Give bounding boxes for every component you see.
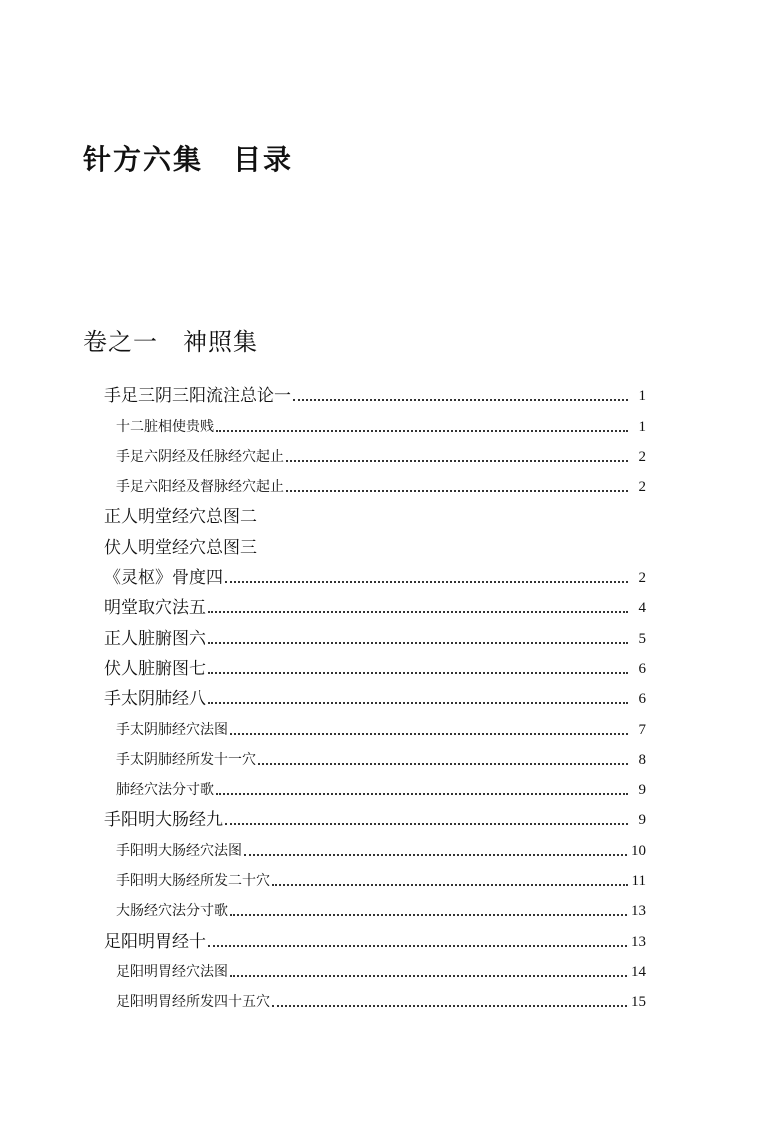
toc-entry[interactable] [104,771,646,801]
toc-entry-label: 十二脏相使贵贱 [116,418,214,435]
toc-entry-label: 足阳明胃经所发四十五穴 [116,994,270,1011]
dot-leader [208,702,628,704]
dot-leader [230,914,627,916]
toc-entry-label: 正人脏腑图六 [104,628,206,649]
toc-entry-page: 2 [638,448,646,465]
toc-entry-label: 大肠经穴法分寸歌 [116,903,228,920]
toc-entry-page: 8 [638,751,646,768]
toc-entry-page: 6 [638,660,646,677]
toc-entry-page: 6 [638,691,646,708]
toc-entry-label: 手阳明大肠经所发二十穴 [116,873,270,890]
toc-entry[interactable] [104,377,646,407]
toc-entry[interactable] [104,498,646,528]
toc-entry-label: 明堂取穴法五 [104,598,206,619]
toc-entry-page: 10 [631,842,646,859]
toc-entry[interactable] [104,407,646,437]
dot-leader [286,490,628,492]
toc-entry-label: 手太阴肺经穴法图 [116,721,228,738]
toc-entry[interactable] [104,528,646,558]
toc-entry[interactable] [104,559,646,589]
dot-leader [230,733,628,735]
toc-entry-label: 手阳明大肠经九 [104,810,223,831]
dot-leader [208,672,628,674]
dot-leader [272,884,628,886]
toc-entry-label: 伏人明堂经穴总图三 [104,537,257,558]
toc-entry-label: 手足三阴三阳流注总论一 [104,386,291,407]
toc-entry[interactable] [104,862,646,892]
toc-entry-label: 手太阴肺经所发十一穴 [116,751,256,768]
toc-entry-page: 5 [638,630,646,647]
toc-entry[interactable] [104,801,646,831]
toc-entry-page: 15 [631,994,646,1011]
page-title: 针方六集 目录 [83,143,294,176]
dot-leader [230,975,627,977]
toc-entry-page: 7 [638,721,646,738]
toc-entry-page: 2 [638,479,646,496]
dot-leader [208,945,627,947]
toc-entry[interactable] [104,468,646,498]
toc-entry[interactable] [104,831,646,861]
toc-entry[interactable] [104,650,646,680]
toc-entry-label: 手足六阴经及任脉经穴起止 [116,448,284,465]
dot-leader [244,854,627,856]
toc-entry[interactable] [104,892,646,922]
toc-entry-page: 13 [631,933,646,950]
dot-leader [286,460,628,462]
toc-entry[interactable] [104,710,646,740]
toc-entry-page: 1 [638,418,646,435]
toc-entry[interactable] [104,680,646,710]
toc-entry-label: 正人明堂经穴总图二 [104,507,257,528]
toc-entry[interactable] [104,619,646,649]
toc-entry-page: 9 [638,782,646,799]
toc-entry[interactable] [104,589,646,619]
dot-leader [225,581,628,583]
toc-entry-label: 足阳明胃经十 [104,931,206,952]
toc-entry-label: 肺经穴法分寸歌 [116,782,214,799]
toc-entry-page: 1 [638,388,646,405]
table-of-contents [104,377,646,1013]
toc-entry-page: 13 [631,903,646,920]
section-heading: 卷之一 神照集 [83,328,258,356]
toc-entry-label: 手阳明大肠经穴法图 [116,842,242,859]
toc-entry-page: 11 [631,873,646,890]
toc-entry-page: 4 [638,600,646,617]
dot-leader [208,611,628,613]
toc-entry[interactable] [104,438,646,468]
toc-entry-label: 手太阴肺经八 [104,689,206,710]
dot-leader [225,823,628,825]
dot-leader [258,763,628,765]
toc-entry-page: 9 [638,812,646,829]
toc-entry[interactable] [104,741,646,771]
dot-leader [293,399,628,401]
toc-entry-label: 伏人脏腑图七 [104,658,206,679]
dot-leader [208,642,628,644]
toc-entry-page: 14 [631,963,646,980]
dot-leader [272,1005,627,1007]
toc-entry-label: 足阳明胃经穴法图 [116,963,228,980]
toc-entry-label: 《灵枢》骨度四 [104,568,223,589]
toc-entry[interactable] [104,983,646,1013]
toc-entry[interactable] [104,922,646,952]
toc-entry[interactable] [104,953,646,983]
dot-leader [216,430,628,432]
toc-entry-page: 2 [638,570,646,587]
dot-leader [216,793,628,795]
toc-entry-label: 手足六阳经及督脉经穴起止 [116,479,284,496]
